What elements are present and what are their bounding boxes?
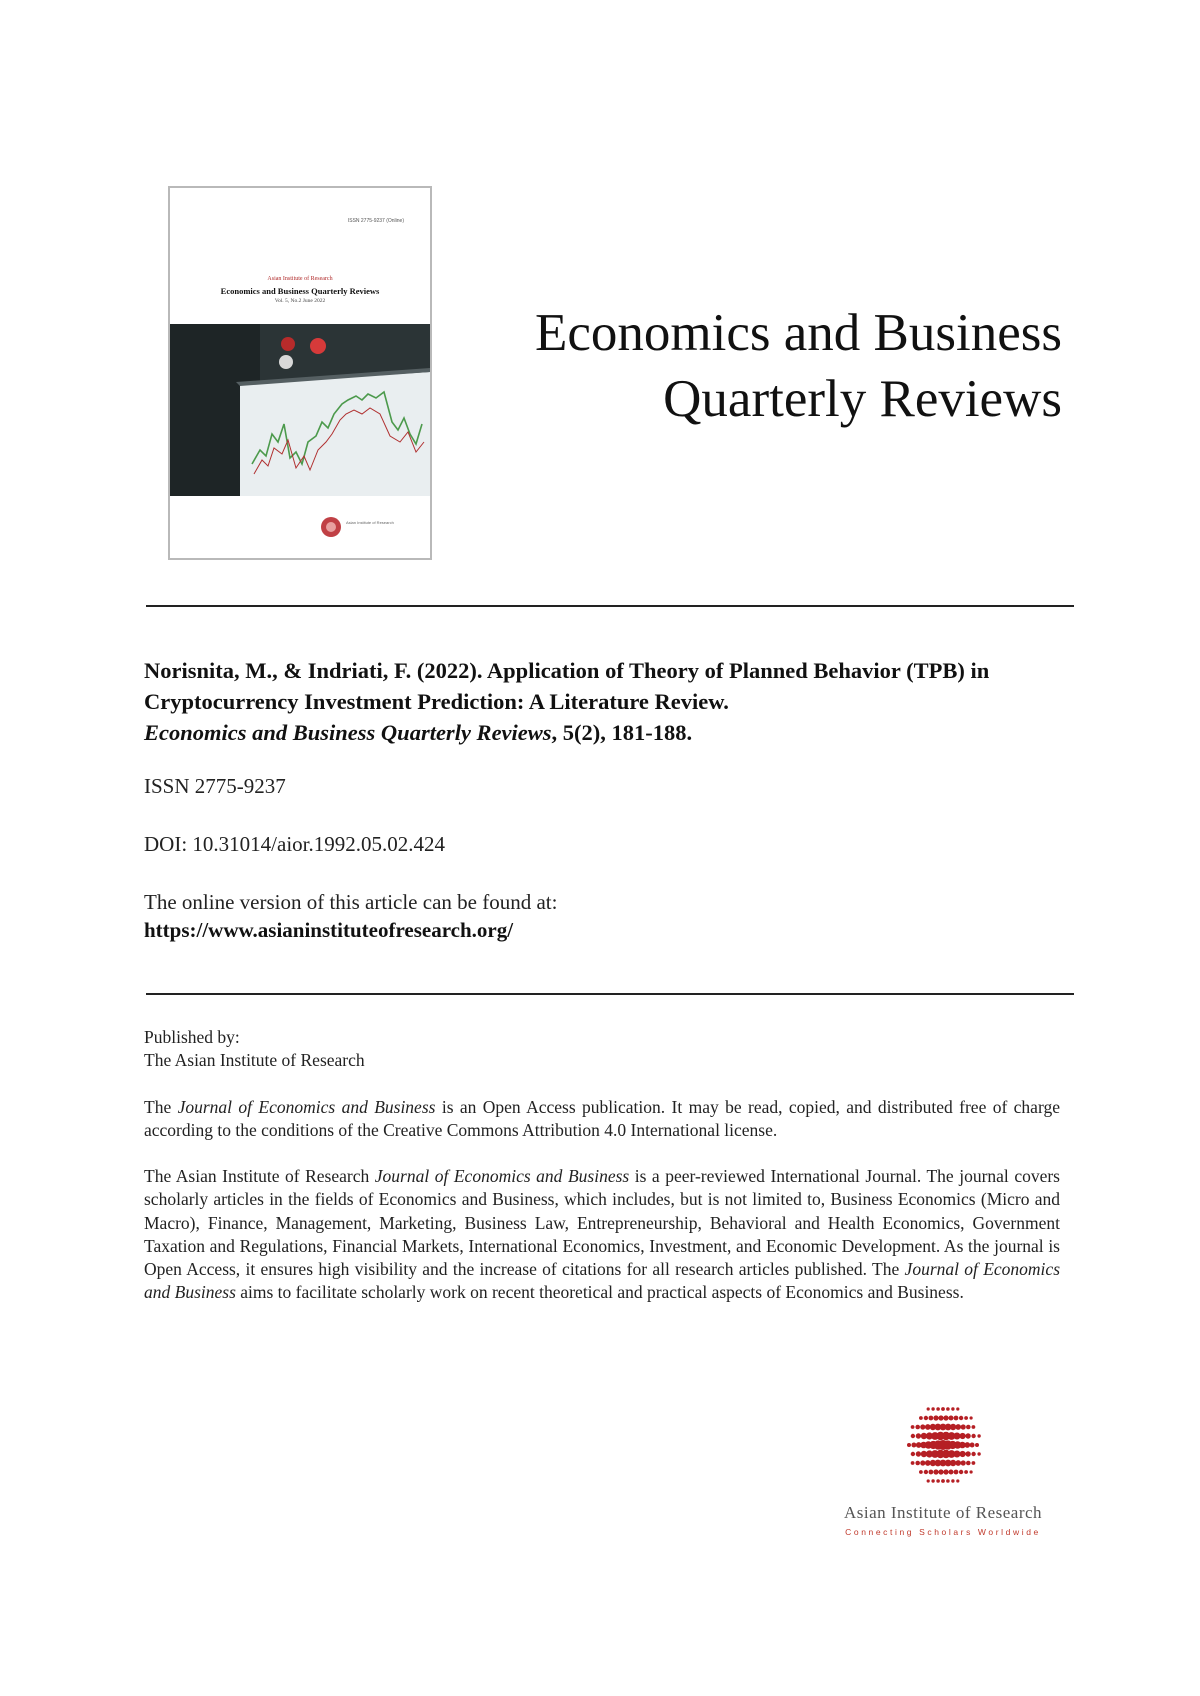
cover-institute: Asian Institute of Research [267, 276, 333, 282]
journal-cover [168, 186, 432, 560]
logo-dot [949, 1470, 954, 1475]
logo-dot [965, 1433, 970, 1438]
divider-bottom [146, 993, 1074, 995]
logo-dot [977, 1452, 980, 1455]
logo-dot [971, 1434, 975, 1438]
logo-dot [916, 1451, 921, 1456]
logo-dot [970, 1470, 973, 1473]
logo-dot [954, 1470, 959, 1475]
journal-name-line2: Quarterly Reviews [663, 370, 1062, 428]
logo-dot [941, 1407, 945, 1411]
logo-dot [915, 1461, 920, 1466]
logo-dot [966, 1461, 971, 1466]
logo-dot [956, 1407, 959, 1410]
logo-dot [965, 1451, 970, 1456]
logo-dot [954, 1451, 961, 1458]
cover-logo-icon [320, 516, 342, 538]
logo-dot [960, 1451, 966, 1457]
logo-dot [929, 1416, 934, 1421]
logo-dot [959, 1470, 963, 1474]
logo-dot [955, 1424, 961, 1430]
logo-dot [964, 1442, 970, 1448]
logo-dot [951, 1407, 954, 1410]
logo-dot [960, 1433, 966, 1439]
journal-description: The Asian Institute of Research Journal of Economics and Business is a peer-reviewed International Journal. The journal covers scholarly articles in the fields of Economics and Business, which includes, but is not limited to, Business Economics (Micro and Macro), Finance, Management, Marketing, Business Law, Entrepreneurship, Behavioral and Health Economics, Government Taxation and Regulations, Financial Markets, International Economics, Investment, and Economic Development. As the journal is Open Access, it ensures high visibility and the increase of citations for all research articles published. The Journal of Economics and Business aims to facilitate scholarly work on recent theoretical and practical aspects of Economics and Business. [144, 1166, 1061, 1303]
logo-dot [951, 1479, 954, 1482]
logo-dot [933, 1415, 938, 1420]
citation [144, 655, 1084, 748]
logo-dot [938, 1469, 943, 1474]
logo-dot [966, 1425, 971, 1430]
logo-dot [920, 1460, 925, 1465]
logo-tagline: Connecting Scholars Worldwide [845, 1527, 1041, 1537]
logo-dot [946, 1479, 950, 1483]
logo-dot [970, 1443, 975, 1448]
logo-dot [924, 1416, 928, 1420]
logo-dot [949, 1416, 954, 1421]
logo-dot [924, 1470, 928, 1474]
logo-dot [911, 1434, 915, 1438]
logo-name: Asian Institute of Research [843, 1503, 1043, 1522]
logo-dot [907, 1443, 911, 1447]
online-version-label: The online version of this article can be found at: [144, 890, 558, 914]
logo-dot [933, 1469, 938, 1474]
globe-dots-icon [898, 1400, 988, 1490]
cover-logo-text: Asian Institute of Research [346, 520, 394, 525]
logo-dot [946, 1407, 950, 1411]
citation-journal: Economics and Business Quarterly Reviews [144, 720, 552, 745]
journal-name [470, 300, 1062, 432]
logo-dot [961, 1460, 966, 1465]
logo-dot [954, 1433, 961, 1440]
logo-dot [911, 1452, 915, 1456]
journal-name-line1: Economics and Business [535, 304, 1062, 362]
logo-dot [938, 1415, 943, 1420]
logo-dot [936, 1407, 940, 1411]
cover-title: Economics and Business Quarterly Reviews [220, 286, 380, 296]
open-access-journal: Journal of Economics and Business [177, 1097, 436, 1117]
cover-issn: ISSN 2775-9237 (Online) [347, 218, 404, 224]
citation-pages: , 5(2), 181-188. [551, 720, 693, 745]
logo-dot [919, 1416, 923, 1420]
logo-dot [929, 1470, 934, 1475]
logo-dot [920, 1424, 925, 1429]
online-version-link[interactable]: https://www.asianinstituteofresearch.org/ [144, 918, 514, 942]
logo-dot [916, 1433, 921, 1438]
logo-dot [941, 1479, 945, 1483]
logo-dot [956, 1479, 959, 1482]
logo-dot [961, 1424, 966, 1429]
logo-dot [959, 1416, 963, 1420]
publisher-label: Published by: [144, 1027, 240, 1047]
logo-dot [943, 1469, 948, 1474]
publisher [144, 1026, 1060, 1073]
logo-dot [970, 1416, 973, 1419]
about-journal-1: Journal of Economics and Business [374, 1166, 630, 1186]
logo-dot [964, 1416, 968, 1420]
logo-dot [954, 1416, 959, 1421]
about-journal-2: Journal of Economics and Business [144, 1259, 1061, 1303]
asian-institute-logo [823, 1400, 1063, 1537]
logo-dot [927, 1479, 930, 1482]
logo-dot [927, 1407, 930, 1410]
logo-dot [915, 1425, 920, 1430]
publisher-name: The Asian Institute of Research [144, 1050, 365, 1071]
doi: DOI: 10.31014/aior.1992.05.02.424 [144, 832, 445, 856]
logo-dot [955, 1460, 961, 1466]
logo-dot [911, 1443, 916, 1448]
logo-dot [911, 1461, 915, 1465]
online-version [144, 888, 557, 944]
logo-dot [964, 1470, 968, 1474]
cover-volume: Vol. 5, No.2 June 2022 [274, 298, 326, 304]
logo-dot [931, 1407, 934, 1410]
issn: ISSN 2775-9237 [144, 774, 286, 798]
logo-dot [936, 1479, 940, 1483]
logo-dot [972, 1461, 976, 1465]
citation-authors-title: Norisnita, M., & Indriati, F. (2022). Application of Theory of Planned Behavior (TPB) in Cryptocurrency Investment Prediction: A Literature Review. [144, 658, 990, 714]
logo-dot [931, 1479, 934, 1482]
logo-dot [977, 1434, 980, 1437]
divider-top [146, 605, 1074, 607]
logo-dot [943, 1415, 948, 1420]
cover-chart-photo [170, 324, 430, 496]
logo-dot [971, 1452, 975, 1456]
open-access-statement: The Journal of Economics and Business is an Open Access publication. It may be read, copied, and distributed free of charge according to the conditions of the Creative Commons Attribution 4.0 International license. [144, 1097, 1060, 1141]
logo-dot [911, 1425, 915, 1429]
logo-dot [975, 1443, 979, 1447]
logo-dot [972, 1425, 976, 1429]
logo-dot [919, 1470, 923, 1474]
